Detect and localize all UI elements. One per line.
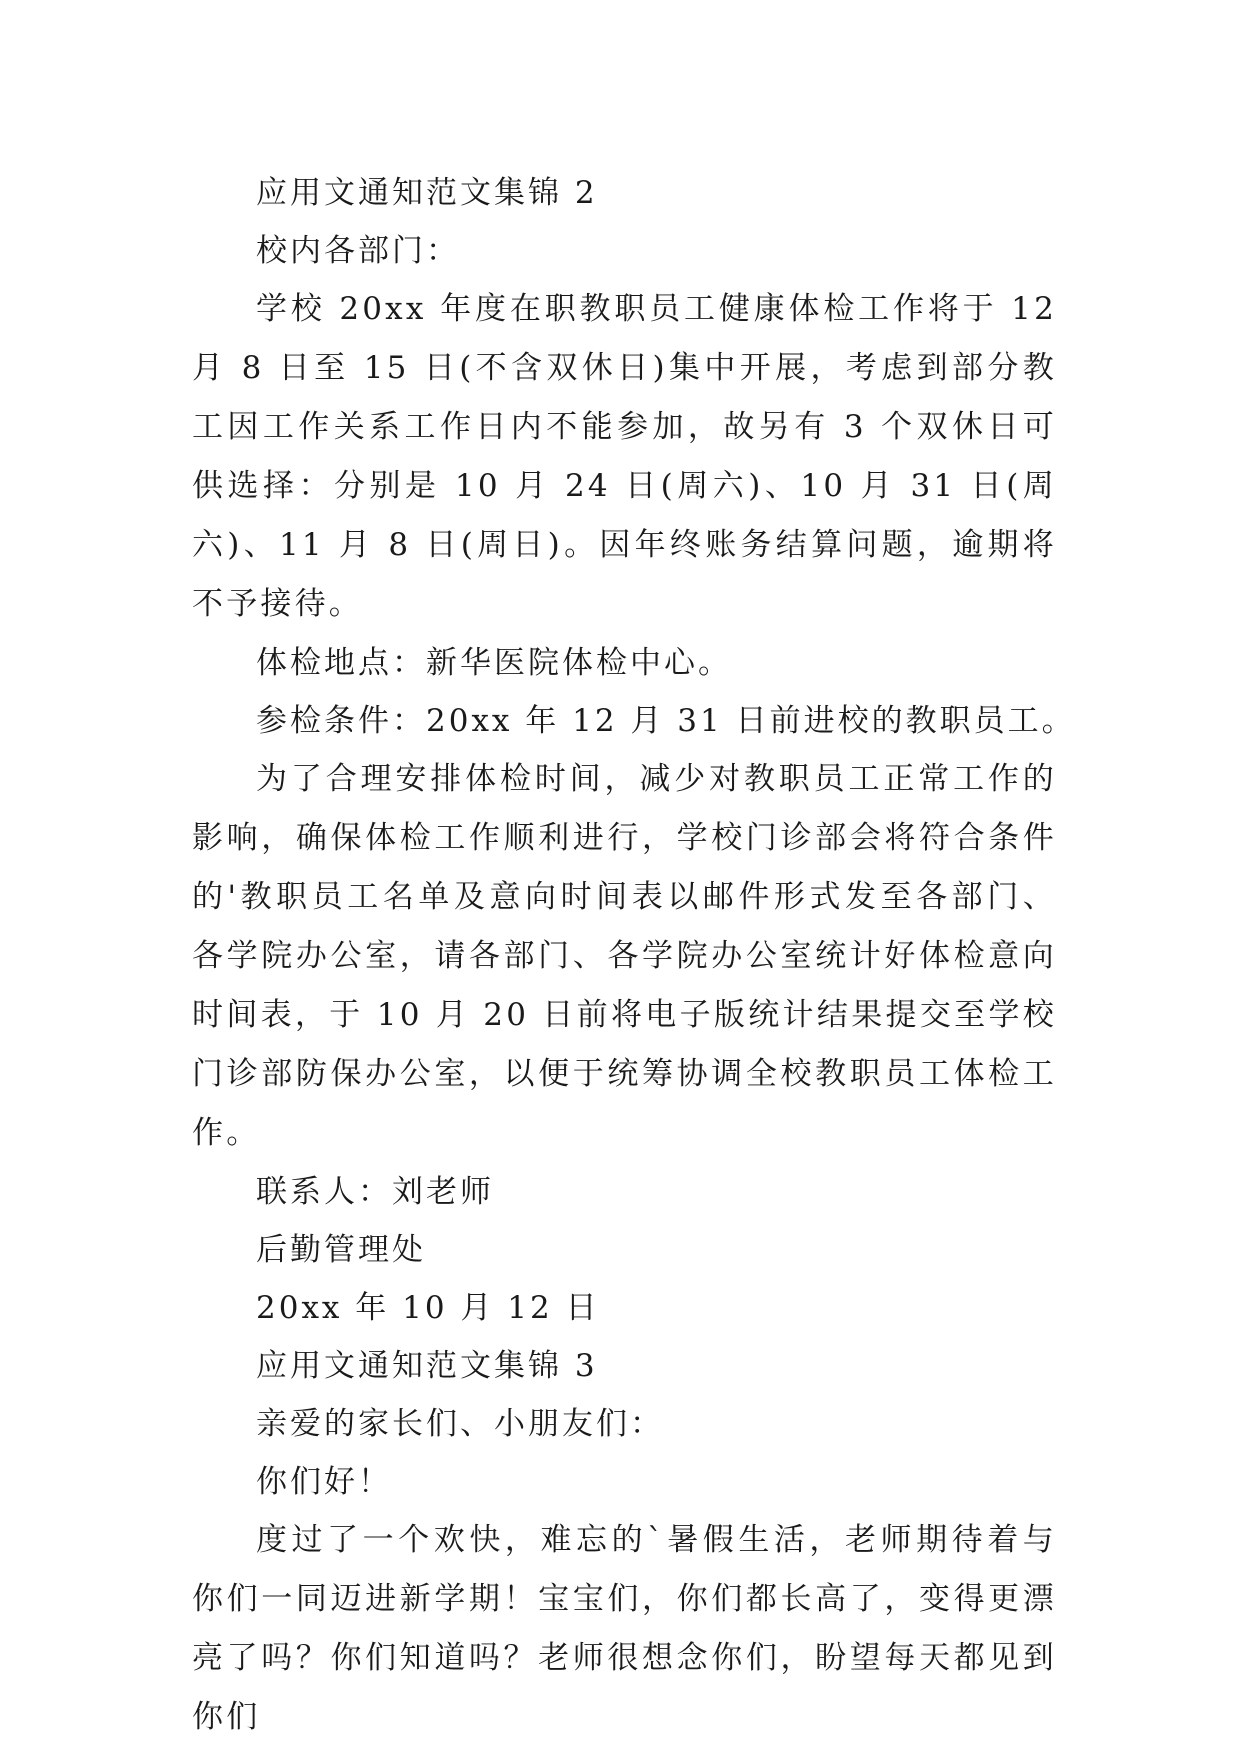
salutation: 亲爱的家长们、小朋友们： (256, 1406, 664, 1442)
section-heading: 应用文通知范文集锦 2 (256, 175, 598, 211)
document-page (192, 164, 1076, 1747)
contact-person: 联系人：刘老师 (256, 1174, 494, 1210)
signature-date: 20xx 年 10 月 12 日 (256, 1290, 600, 1326)
exam-condition: 参检条件：20xx 年 12 月 31 日前进校的教职员工。 (256, 703, 1076, 739)
signature-department: 后勤管理处 (256, 1232, 426, 1268)
body-paragraph: 学校 20xx 年度在职教职员工健康体检工作将于 12 月 8 日至 15 日(不含双休日)集中开展，考虑到部分教工因工作关系工作日内不能参加，故另有 3 个双休日可供选择：分别是 10 月 24 日(周六)、10 月 31 日(周六)、11 月 8 日(周日)。因年终账务结算问题，逾期将不予接待。 (192, 291, 1057, 622)
body-paragraph: 为了合理安排体检时间，减少对教职员工正常工作的影响，确保体检工作顺利进行，学校门诊部会将符合条件的'教职员工名单及意向时间表以邮件形式发至各部门、各学院办公室，请各部门、各学院办公室统计好体检意向时间表，于 10 月 20 日前将电子版统计结果提交至学校门诊部防保办公室，以便于统筹协调全校教职员工体检工作。 (192, 761, 1057, 1151)
exam-location: 体检地点：新华医院体检中心。 (256, 645, 732, 681)
salutation: 校内各部门： (256, 233, 460, 269)
greeting: 你们好！ (256, 1464, 392, 1500)
section-heading: 应用文通知范文集锦 3 (256, 1348, 598, 1384)
body-paragraph: 度过了一个欢快，难忘的`暑假生活，老师期待着与你们一同迈进新学期！宝宝们，你们都长高了，变得更漂亮了吗？你们知道吗？老师很想念你们，盼望每天都见到你们 (192, 1522, 1057, 1735)
